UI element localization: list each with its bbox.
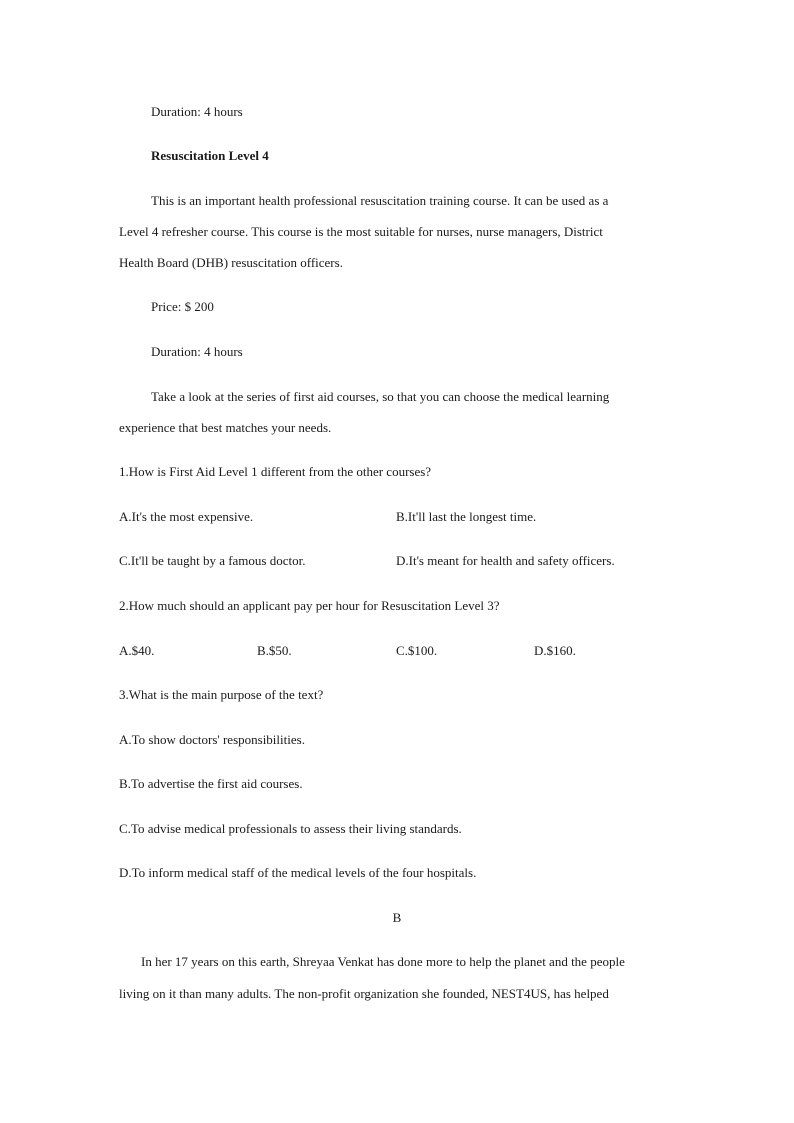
- closing-line-2: experience that best matches your needs.: [119, 420, 332, 435]
- question-1-option-a: A.It's the most expensive.: [119, 509, 254, 524]
- course4-description-line-3: Health Board (DHB) resuscitation officers.: [119, 255, 343, 270]
- course4-description-line-1: This is an important health professional resuscitation training course. It can be used as a: [151, 193, 609, 208]
- question-2-option-c: C.$100.: [396, 643, 438, 658]
- closing-line-1: Take a look at the series of first aid courses, so that you can choose the medical learning: [151, 389, 610, 404]
- question-3-option-c: C.To advise medical professionals to assess their living standards.: [119, 821, 462, 836]
- passage-b-heading: B: [392, 910, 402, 925]
- passage-b-line-2: living on it than many adults. The non-profit organization she founded, NEST4US, has helped: [119, 986, 609, 1001]
- question-1-option-d: D.It's meant for health and safety officers.: [396, 553, 615, 568]
- passage-b-line-1: In her 17 years on this earth, Shreyaa Venkat has done more to help the planet and the people: [141, 954, 625, 969]
- question-1-option-b: B.It'll last the longest time.: [396, 509, 537, 524]
- question-1-stem: 1.How is First Aid Level 1 different from the other courses?: [119, 464, 432, 479]
- question-2-option-b: B.$50.: [257, 643, 292, 658]
- course4-description-line-2: Level 4 refresher course. This course is the most suitable for nurses, nurse managers, District: [119, 224, 603, 239]
- course4-duration: Duration: 4 hours: [151, 344, 243, 359]
- question-1-option-c: C.It'll be taught by a famous doctor.: [119, 553, 306, 568]
- course4-price: Price: $ 200: [151, 299, 214, 314]
- question-2-option-d: D.$160.: [534, 643, 576, 658]
- question-2-stem: 2.How much should an applicant pay per hour for Resuscitation Level 3?: [119, 598, 500, 613]
- question-3-option-a: A.To show doctors' responsibilities.: [119, 732, 305, 747]
- course3-duration: Duration: 4 hours: [151, 104, 243, 119]
- course4-title: Resuscitation Level 4: [151, 148, 269, 163]
- question-3-stem: 3.What is the main purpose of the text?: [119, 687, 324, 702]
- question-2-option-a: A.$40.: [119, 643, 155, 658]
- question-3-option-b: B.To advertise the first aid courses.: [119, 776, 303, 791]
- question-3-option-d: D.To inform medical staff of the medical levels of the four hospitals.: [119, 865, 477, 880]
